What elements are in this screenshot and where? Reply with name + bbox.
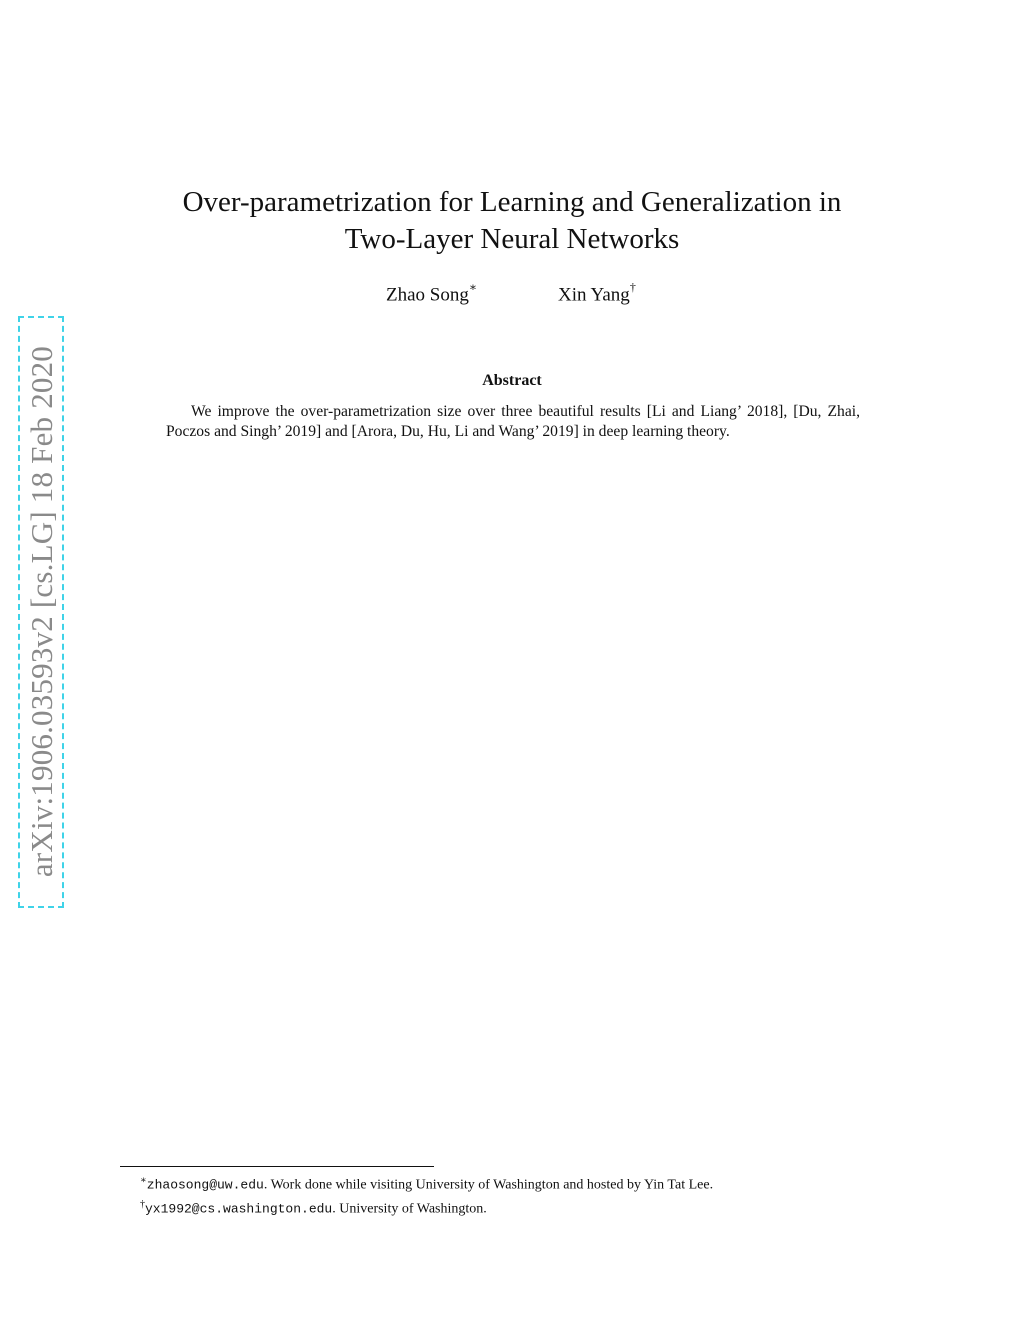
arxiv-identifier-text: arXiv:1906.03593v2 [cs.LG] 18 Feb 2020 (23, 346, 59, 878)
author-list (0, 282, 1024, 308)
author-name: Xin Yang (558, 284, 630, 306)
footnote-2 (140, 1195, 900, 1219)
footnote-text: . University of Washington. (332, 1201, 487, 1217)
footnote-divider (120, 1166, 434, 1167)
footnote-mark: † (140, 1198, 145, 1210)
footnote-mark: ∗ (140, 1175, 147, 1186)
footnote-1 (140, 1171, 900, 1195)
arxiv-identifier-stamp (18, 316, 64, 908)
footnote-email: zhaosong@uw.edu (146, 1177, 264, 1193)
footnotes (140, 1171, 900, 1218)
abstract-body: We improve the over-parametrization size over three beautiful results [Li and Liang’ 2018], [Du, Zhai, Poczos and Singh’ 2019] and [Arora, Du, Hu, Li and Wang’ 2019] in deep learning theory. (166, 403, 860, 440)
footnote-email: yx1992@cs.washington.edu (145, 1201, 333, 1217)
author-footnote-mark: † (629, 280, 636, 294)
paper-title-line-2: Two-Layer Neural Networks (344, 223, 680, 255)
author-xin-yang (558, 282, 636, 306)
author-footnote-mark: ∗ (468, 280, 478, 294)
paper-title (140, 184, 884, 258)
author-name: Zhao Song (386, 284, 469, 306)
footnote-text: . Work done while visiting University of Washington and hosted by Yin Tat Lee. (263, 1177, 714, 1193)
author-zhao-song (386, 282, 477, 306)
paper-title-line-1: Over-parametrization for Learning and Generalization in (182, 186, 842, 218)
abstract-heading: Abstract (482, 372, 542, 389)
